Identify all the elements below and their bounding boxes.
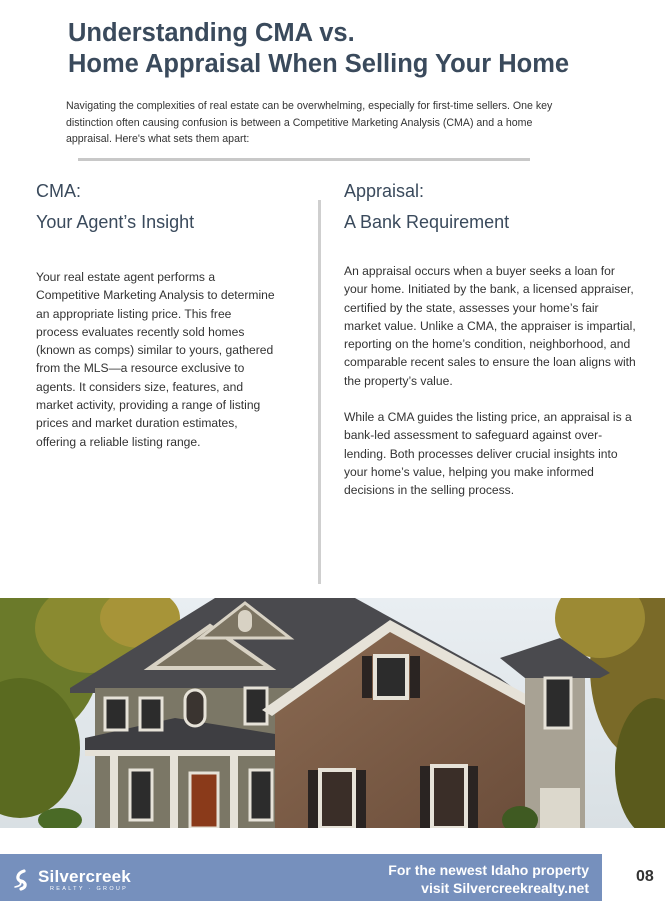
cma-paragraph: Your real estate agent performs a Competitive Marketing Analysis to determine an appropriate listing price. This free process evaluates recently sold homes (known as comps) similar to yours, gathered from the MLS—a resource exclusive to agents. It considers size, features, and market activity, providing a range of listing prices and market duration estimates, offering a reliable listing range.: [36, 270, 275, 449]
page-title-line-2: Home Appraisal When Selling Your Home: [68, 50, 570, 78]
appraisal-heading-line-1: Appraisal:: [344, 181, 425, 201]
appraisal-heading-line-2: A Bank Requirement: [344, 212, 510, 232]
cma-body: [36, 268, 276, 469]
footer-cta: [388, 862, 589, 897]
page-number: 08: [636, 868, 654, 885]
appraisal-heading: [344, 176, 509, 238]
house-photo: [0, 598, 665, 828]
cma-heading-line-1: CMA:: [36, 181, 81, 201]
footer: [0, 828, 665, 901]
logo-mark-icon: [12, 868, 36, 892]
logo-tagline: REALTY · GROUP: [50, 886, 129, 892]
appraisal-paragraph-2: While a CMA guides the listing price, an appraisal is a bank-led assessment to safeguard against over-lending. Both processes deliver crucial insights into your home’s value, helping you make informed decisions in the selling process.: [344, 410, 632, 498]
appraisal-paragraph-1: An appraisal occurs when a buyer seeks a loan for your home. Initiated by the bank, a licensed appraiser, certified by the state, assesses your home’s fair market value. Unlike a CMA, the appraiser is impartial, reporting on the home’s condition, neighborhood, and comparable recent sales to ensure the loan aligns with the property’s value.: [344, 264, 636, 388]
intro-paragraph: Navigating the complexities of real estate can be overwhelming, especially for first-time sellers. One key distinction often causing confusion is between a Competitive Marketing Analysis (CMA) and a home appraisal. Here's what sets them apart:: [66, 100, 553, 145]
logo-wordmark: Silvercreek: [38, 867, 131, 886]
silvercreek-logo[interactable]: [12, 866, 152, 896]
appraisal-body: [344, 262, 636, 518]
footer-cta-line-2[interactable]: visit Silvercreekrealty.net: [421, 879, 589, 896]
column-divider: [318, 200, 321, 584]
header-divider: [78, 158, 530, 161]
page-title-line-1: Understanding CMA vs.: [68, 19, 355, 47]
cma-heading-line-2: Your Agent’s Insight: [36, 212, 195, 232]
cma-heading: [36, 176, 194, 238]
footer-cta-line-1: For the newest Idaho property: [388, 862, 589, 878]
page-title: [68, 18, 569, 80]
